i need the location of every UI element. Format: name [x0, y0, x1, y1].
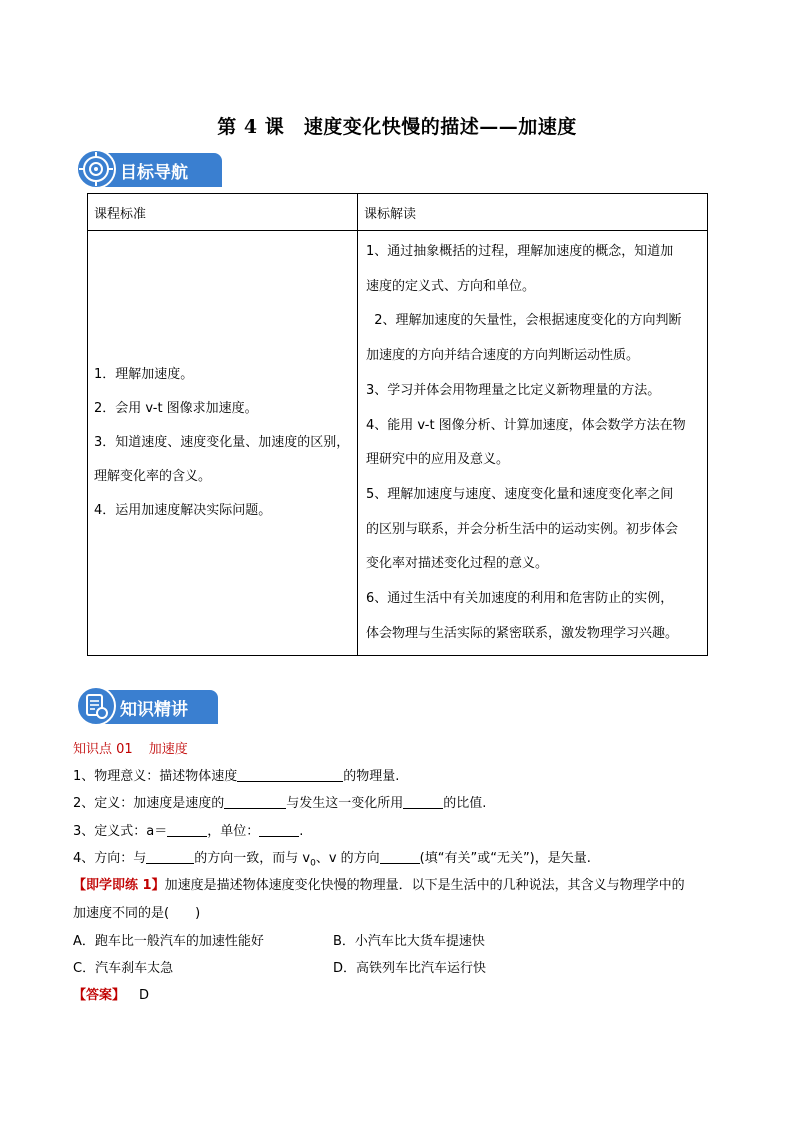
knowledge-point-heading	[73, 738, 188, 757]
fill-blank[interactable]	[237, 768, 343, 782]
text: (填“有关”或“无关”)，是矢量.	[419, 851, 591, 866]
question-text: 加速度是描述物体速度变化快慢的物理量．以下是生活中的几种说法，其含义与物理学中的	[164, 878, 685, 893]
text: .	[299, 824, 304, 839]
knowledge-point-id: 知识点 01	[73, 742, 133, 757]
interpretation-line: 加速度的方向并结合速度的方向判断运动性质。	[366, 348, 640, 364]
option-b[interactable]: B．小汽车比大货车提速快	[333, 934, 485, 949]
table-header-standard: 课程标准	[88, 194, 358, 231]
target-icon	[76, 149, 116, 189]
knowledge-line-2	[73, 792, 486, 811]
interpretation-line: 5、理解加速度与速度、速度变化量和速度变化率之间	[366, 486, 674, 502]
lesson-title: 第 4 课 速度变化快慢的描述——加速度	[217, 116, 577, 138]
fill-blank[interactable]	[259, 823, 299, 837]
answer-tag: 【答案】	[73, 988, 126, 1003]
text: 的物理量.	[343, 769, 400, 784]
interpretation-line: 2、理解加速度的矢量性，会根据速度变化的方向判断	[366, 313, 682, 329]
standard-cell	[88, 231, 358, 656]
document-icon	[76, 686, 116, 726]
knowledge-point-title: 加速度	[148, 742, 188, 757]
course-standard-table	[87, 193, 708, 656]
standard-item: 理解变化率的含义。	[94, 469, 212, 485]
standard-item: 2．会用 v-t 图像求加速度。	[94, 401, 258, 417]
option-d[interactable]: D．高铁列车比汽车运行快	[333, 961, 487, 976]
interpretation-line: 速度的定义式、方向和单位。	[366, 278, 536, 294]
option-c[interactable]: C．汽车刹车太急	[73, 961, 174, 976]
text: 3、定义式：a＝	[73, 824, 168, 839]
text: 4、方向：与	[73, 851, 147, 866]
fill-blank[interactable]	[380, 850, 420, 864]
interpretation-line: 变化率对描述变化过程的意义。	[366, 556, 549, 572]
option-a[interactable]: A．跑车比一般汽车的加速性能好	[73, 934, 264, 949]
standard-item: 3．知道速度、速度变化量、加速度的区别，	[94, 435, 350, 451]
exercise-question-cont: 加速度不同的是( )	[73, 906, 201, 921]
standard-item: 1．理解加速度。	[94, 367, 194, 383]
interpretation-line: 6、通过生活中有关加速度的利用和危害防止的实例，	[366, 591, 674, 607]
text: 的方向一致，而与 v	[194, 851, 311, 866]
knowledge-line-3	[73, 820, 303, 839]
exercise-tag: 【即学即练 1】	[73, 878, 165, 893]
section-banner-goals	[76, 149, 222, 189]
interpretation-cell	[358, 231, 708, 656]
section-label: 知识精讲	[120, 700, 188, 720]
table-header-interpretation: 课标解读	[358, 194, 708, 231]
standard-item: 4．运用加速度解决实际问题。	[94, 503, 272, 519]
text: ，单位：	[207, 824, 260, 839]
interpretation-line: 1、通过抽象概括的过程，理解加速度的概念，知道加	[366, 244, 674, 259]
knowledge-line-4	[73, 847, 591, 869]
subscript: 0	[310, 858, 316, 869]
text: 1、物理意义：描述物体速度	[73, 769, 238, 784]
fill-blank[interactable]	[224, 795, 286, 809]
answer-value: D	[139, 988, 150, 1003]
section-label: 目标导航	[120, 163, 188, 183]
exercise-question	[73, 874, 685, 893]
text: 与发生这一变化所用	[286, 796, 404, 811]
text: 的比值.	[443, 796, 487, 811]
interpretation-line: 的区别与联系，并会分析生活中的运动实例。初步体会	[366, 521, 679, 537]
interpretation-line: 体会物理与生活实际的紧密联系，激发物理学习兴趣。	[366, 625, 679, 641]
interpretation-line: 3、学习并体会用物理量之比定义新物理量的方法。	[366, 382, 661, 398]
knowledge-line-1	[73, 765, 399, 784]
fill-blank[interactable]	[146, 850, 194, 864]
interpretation-line: 理研究中的应用及意义。	[366, 452, 510, 468]
section-banner-knowledge	[76, 686, 218, 726]
text: 、v 的方向	[315, 851, 380, 866]
answer-line	[73, 984, 149, 1003]
fill-blank[interactable]	[403, 795, 443, 809]
interpretation-line: 4、能用 v-t 图像分析、计算加速度，体会数学方法在物	[366, 417, 686, 433]
text: 2、定义：加速度是速度的	[73, 796, 225, 811]
fill-blank[interactable]	[167, 823, 207, 837]
